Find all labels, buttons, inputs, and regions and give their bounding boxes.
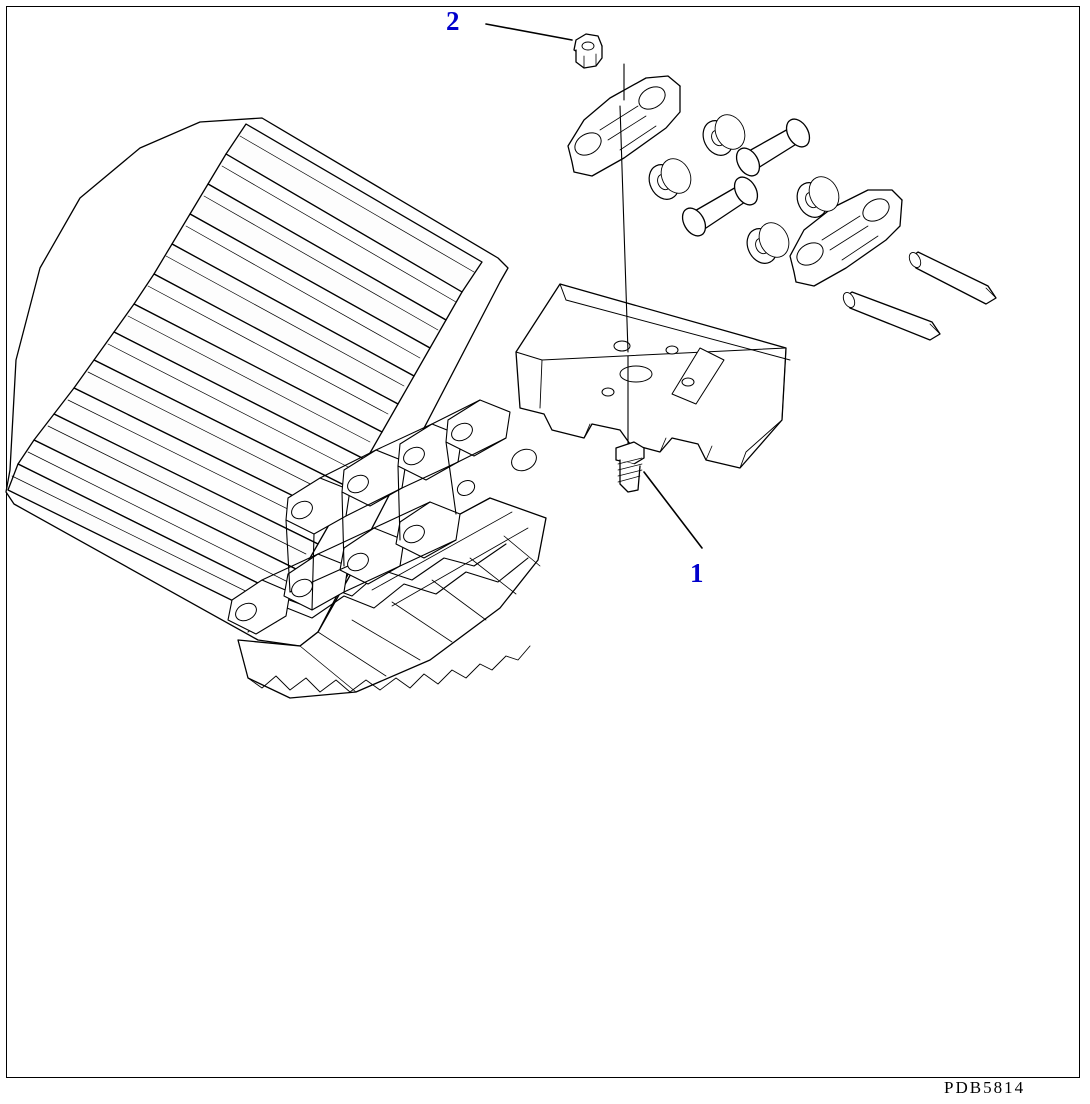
pin-short [841,291,940,340]
callout-leader-1 [644,472,702,548]
track-bolt [616,442,644,492]
callout-label-1: 1 [690,558,704,588]
callout-label-2: 2 [446,6,460,36]
track-assembly [6,118,546,698]
pin-long [907,251,996,304]
track-nut [574,34,602,68]
drawing-code: PDB5814 [944,1078,1026,1097]
callout-leader-2 [486,24,572,40]
roller-bushing [678,115,814,240]
track-shoe-plate [516,284,790,468]
